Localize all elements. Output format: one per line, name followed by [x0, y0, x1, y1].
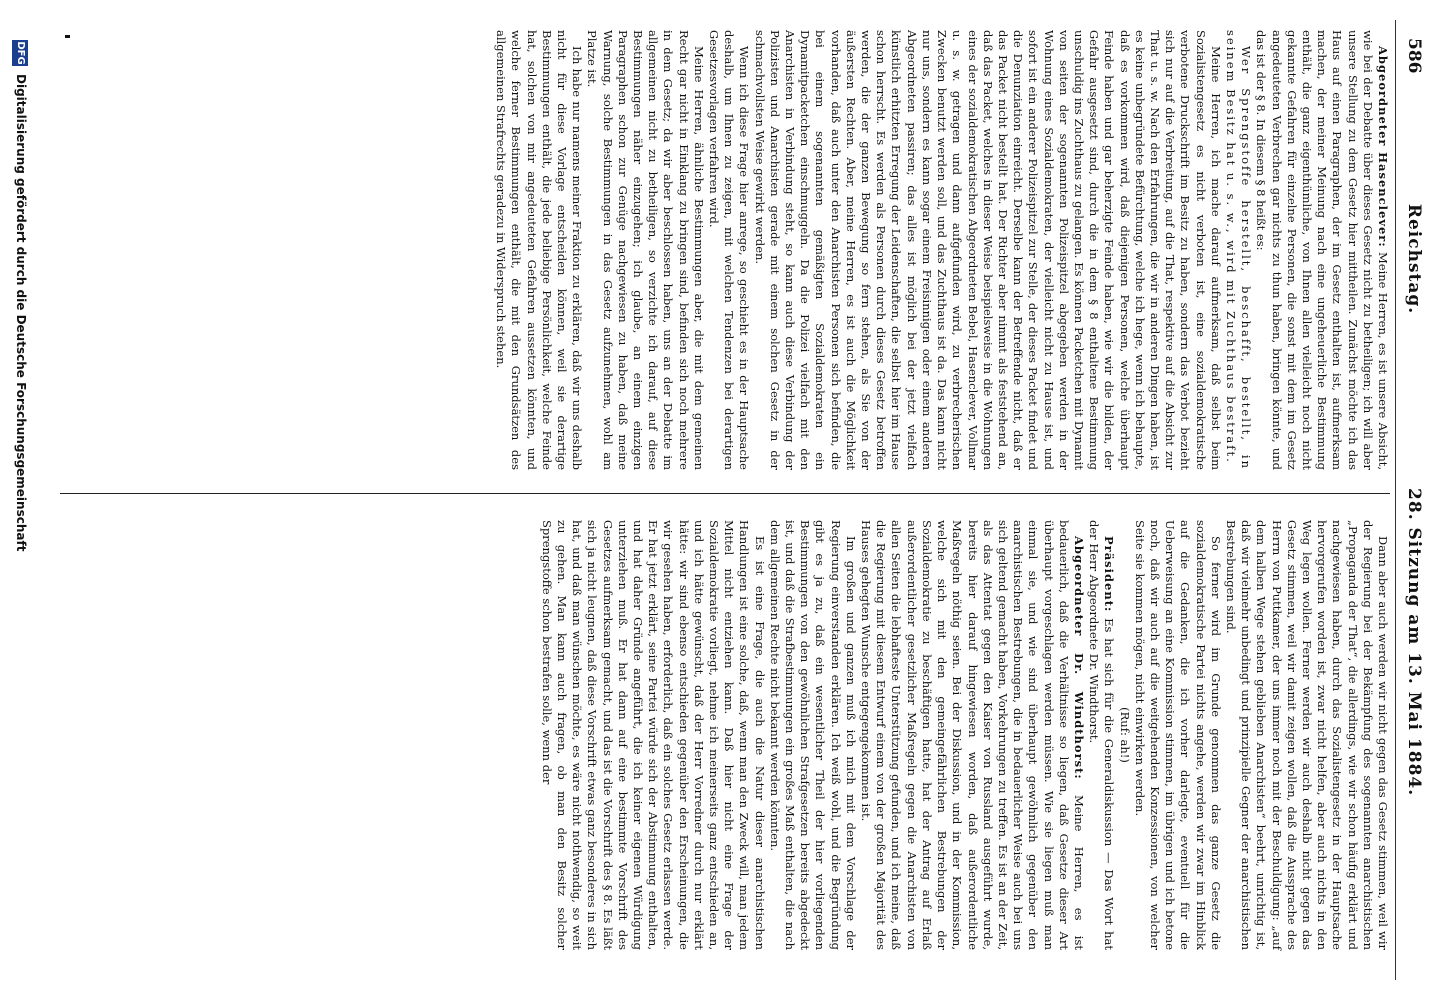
speaker-name: Abgeordneter Hasenclever:	[1376, 46, 1390, 248]
paragraph: Ich habe nur namens meiner Fraktion zu erklären, daß wir uns deshalb nicht für diese Vorlage entscheiden können, weil sie derartige Bestimmungen enthält, die jede beliebige Persönlichkeit, welche Feinde hat, solchen von mir angedeuteten Gefahren aussetzen könnten, und welche ferner Bestimmungen enthält, die mit den Grundsätzen des allgemeinen Strafrechts geradezu in Widerspruch stehen.	[494, 30, 585, 470]
paragraph: Es ist eine Frage, die auch die Natur dieser anarchistischen Handlungen ist eine solche, daß, wenn man den Zweck will, man jedem Mittel nicht entziehen kann. Daß hier nicht eine Frage der Sozialdemokratie vorliegt, nehme ich meinerseits ganz entschieden an, und ich hätte gewünscht, daß der Herr Vorredner durch nur erklärt hätte: wir sind ebenso entschieden gegenüber den Erscheinungen, die wir gesehen haben, erforderlich, daß ein solches Gesetz erlassen werde. Er hat jetzt erklärt, seine Partei würde sich der Abstimmung enthalten, und hat daher Gründe angeführt, die ich keiner eigenen Würdigung unterziehen muß. Er hat dann auf eine bestimmte Vorschrift des Gesetzes aufmerksam gemacht, und das ist die Vorschrift des § 8. Es läßt sich ja nicht leugnen, daß diese Vorschrift etwas ganz besonderes in sich hat, und daß man wünschen möchte, es wäre nicht nothwendig, so weit zu gehen. Man kann auch fragen, ob man den Besitz solcher Sprengstoffe schon bestrafen solle, wenn der	[539, 520, 767, 950]
header-right-title: 28. Sitzung am 13. Mai 1884.	[1404, 488, 1424, 797]
speaker-name: Präsident:	[1102, 536, 1117, 613]
paragraph-text: Meine Herren, es ist unsere Absicht, wie bei der Debatte über dieses Gesetz nicht zu betheiligen; ich will aber unsere Stellung zu dem Gesetz hier mittheilen. Zunächst möchte ich das Haus auf einen Paragraphen, der im Gesetz enthalten ist, aufmerksam machen, der meiner Meinung nach eine ungeheuerliche Bestimmung enthält, die ganz eigenthümliche, von Ihnen allen vielleicht noch nicht gekannte Gefahren für einzelne Personen, die sonst mit dem im Gesetz angedeuteten Verbrechen gar nichts zu thun haben, bringen könnte, und das ist der § 8. In diesem § 8 heißt es:	[1254, 30, 1390, 471]
page-number: 586	[1404, 38, 1424, 74]
speaker-name: Abgeordneter Dr. Windthorst:	[1071, 536, 1086, 780]
header-center-title	[1404, 0, 1424, 1000]
paragraph	[1086, 520, 1116, 950]
page-header	[1392, 0, 1432, 1000]
interjection: (Ruf: ah!)	[1117, 707, 1132, 763]
paragraph: Im großen und ganzen muß ich mich mit dem Vorschlage der Regierung einverstanden erklären. Ich weiß wohl, und die Begründung gibt es ja zu, daß ein wesentlicher Theil der hier vorliegenden Bestimmungen von den gewöhnlichen Strafgesetzen bereits abgedeckt ist, und daß die Strafbestimmungen ein großes Maß enthalten, die nach dem allgemeinen Rechte nicht bekannt werden könnten.	[767, 520, 858, 950]
paragraph: So ferner wird im Grunde genommen das ganze Gesetz die sozialdemokratische Partei nichts angehe, werden wir zwar im Hinblick auf die Gedanken, die ich vorher darlegte, eventuell für die Ueberweisung an eine Kommission stimmen, im übrigen und ich betone noch, daß wir auch auf die weitgehenden Konzessionen, von welcher Seite sie kommen mögen, nicht einwirken werden.	[1132, 520, 1223, 950]
scan-speck	[65, 35, 70, 38]
footer-credit: Digitalisierung gefördert durch die Deutsche Forschungsgemeinschaft	[14, 74, 28, 552]
paragraph-text: Es hat sich für die Generaldiskussion — Das Wort hat der Herr Abgeordnete Dr. Windthorst.	[1087, 520, 1117, 951]
paragraph: Wenn ich diese Frage hier anrege, so geschieht es in der Hauptsache deshalb, um Ihnen zu zeigen, mit welchen Tendenzen bei derartigen Gesetzesvorlagen verfahren wird.	[707, 30, 752, 470]
header-rule	[1395, 20, 1396, 980]
left-column	[80, 30, 1390, 470]
header-left-title: Reichstag.	[1404, 203, 1424, 315]
digitization-footer	[6, 0, 30, 1000]
paragraph	[858, 520, 1086, 950]
quoted-law-text: Wer Sprengstoffe herstellt, beschafft, bestellt, in seinem Besitz hat u. s. w., wird mit Zuchthaus bestraft.	[1223, 30, 1254, 470]
paragraph-text: Meine Herren, es ist bedauerlich, daß die Verhältnisse so liegen, daß Gesetze dieser Art überhaupt vorgeschlagen werden müssen. Wie sie liegen muß man einmal sie, und wie sind überhaupt gewöhnlich gegenüber den anarchistischen Bestrebungen, die in bedauerlicher Weise auch bei uns sich geltend gemacht haben, Vorkehrungen zu treffen. Es ist an der Zeit, als das Attentat gegen den Kaiser von Russland ausgeführt wurde, bereits hier darauf hingewiesen worden, daß außerordentliche Maßregeln nöthig seien. Bei der Diskussion, und in der Kommission, welche sich mit den gemeingefährlichen Bestrebungen der Sozialdemokratie zu beschäftigen hatte, hat der Antrag auf Erlaß außerordentlicher gesetzlicher Maßregeln gegen die Anarchisten von allen Seiten die lebhafteste Unterstützung gefunden, und ich meine, daß die Regierung mit diesem Entwurf einem von der großen Majorität des Hauses gehegten Wunsche entgegengekommen ist.	[859, 520, 1086, 950]
paragraph	[1253, 30, 1390, 470]
paragraph: Dann aber auch werden wir nicht gegen das Gesetz stimmen, weil wir der Regierung bei der Bekämpfung des sogenannten anarchistischen „Propaganda der That“, die allerdings, wie wir schon häufig erklärt und nachgewiesen haben, durch das Sozialistengesetz in der Hauptsache hervorgerufen worden ist, zwar nicht helfen, aber auch nichts in den Weg legen wollen. Ferner werden wir auch deshalb nicht gegen das Gesetz stimmen, weil wir damit zeigen wollen, daß die Aussprache des Herrn von Puttkamer, der uns immer noch mit der Beschuldigung: „auf dem halben Wege stehen geblieben Anarchisten“ beehrt, unrichtig ist, daß wir vielmehr unbedingt und prinzipielle Gegner der anarchistischen Bestrebungen sind.	[1223, 520, 1390, 950]
dfg-logo: DFG	[12, 40, 28, 66]
paragraph: Meine Herren, ähnliche Bestimmungen aber, die mit dem gemeinen Recht gar nicht in Einklang zu bringen sind, befinden sich noch mehrere in dem Gesetz; da wir aber beschlossen haben, uns an der Debatte im allgemeinen nicht zu betheiligen, so verzichte ich darauf, auf diese Bestimmungen näher einzugehen; ich glaube, an einem einzigen Paragraphen schon zur Genüge nachgewiesen zu haben, daß meine Warnung, solche Bestimmungen in das Gesetz aufzunehmen, wohl am Platze ist.	[585, 30, 706, 470]
right-column	[80, 520, 1390, 950]
column-divider	[60, 493, 1390, 494]
paragraph: Meine Herren, ich mache darauf aufmerksam, daß selbst beim Sozialistengesetz es nicht verboten ist, eine sozialdemokratische verbotene Druckschrift im Besitz zu haben, sondern das Verbot bezieht sich nur auf die Verbreitung, auf die That, respektive auf die Absicht zur That u. s. w. Nach den Erfahrungen, die wir in anderen Dingen haben, ist es keine unbegründete Befürchtung, welche ich hege, wenn ich behaupte, daß es vorkommen wird, daß diejenigen Personen, welche überhaupt Feinde haben und gar beherzigte Feinde haben, wie wir die bilden, der Gefahr ausgesetzt sind, durch die in dem § 8 enthaltene Bestimmung unschuldig ins Zuchthaus zu gelangen. Es können Packetchen mit Dynamit von seiten der sogenannten Polizeispitzel abgegeben werden in der Wohnung eines Sozialdemokraten, der vielleicht nicht zu Hause ist, und sofort ist ein anderer Polizeispitzel zur Stelle, der dieses Packet findet und die Denunziation einreicht. Derselbe kann der Betreffende nicht, daß er das Packet nicht bestellt hat. Der Richter aber nimmt als feststehend an, daß das Packet, welches in dieser Weise beispielsweise in die Wohnungen eines der sozialdemokratischen Abgeordneten Bebel, Hasenclever, Vollmar u. s. w. getragen und dann aufgefunden wird, zu verbrecherischen Zwecken benutzt werden soll, und das Zuchthaus ist da. Das kann nicht nur uns, sondern es kann sogar einem Freisinnigen oder einem anderen Abgeordneten passiren; das alles ist möglich bei der jetzt vielfach künstlich erhitzten Erregung der Leidenschaften, die selbst hier im Hause schon herrscht. Es werden als Personen durch dieses Gesetz betroffen werden, die der ganzen Bewegung so fern stehen, als Sie von der äußersten Rechten. Aber, meine Herren, es ist auch die Möglichkeit vorhanden, daß auch unter den Anarchisten Personen sich befinden, die bei einem sogenannten gemäßigten Sozialdemokraten ein Dynamitpacketchen einschmuggeln. Da die Polizei vielfach mit den Anarchisten in Verbindung steht, so kann auch diese Verbindung der Polizisten und Anarchisten gerade mit einem solchen Gesetz in der schmachvollsten Weise gewirkt werden.	[752, 30, 1223, 470]
